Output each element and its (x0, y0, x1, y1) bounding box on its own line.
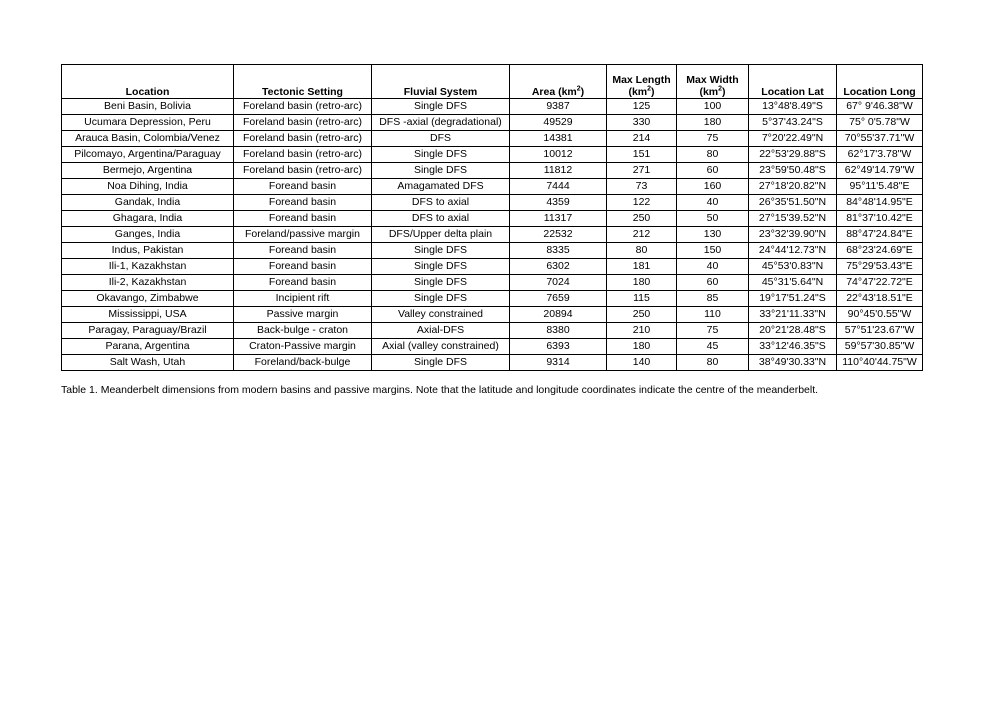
cell-max-width: 110 (677, 307, 749, 323)
cell-tectonic-setting: Incipient rift (234, 291, 372, 307)
cell-tectonic-setting: Foreland/back-bulge (234, 355, 372, 371)
cell-tectonic-setting: Foreand basin (234, 259, 372, 275)
cell-max-length: 181 (607, 259, 677, 275)
cell-location: Bermejo, Argentina (62, 163, 234, 179)
cell-location-lat: 22°53'29.88"S (749, 147, 837, 163)
cell-location-long: 57°51'23.67"W (837, 323, 923, 339)
cell-max-width: 40 (677, 195, 749, 211)
cell-location-lat: 7°20'22.49"N (749, 131, 837, 147)
header-max-length-line1: Max Length (612, 74, 671, 86)
cell-max-width: 45 (677, 339, 749, 355)
cell-location-lat: 24°44'12.73"N (749, 243, 837, 259)
cell-tectonic-setting: Foreand basin (234, 243, 372, 259)
cell-fluvial-system: Valley constrained (372, 307, 510, 323)
cell-location-lat: 20°21'28.48"S (749, 323, 837, 339)
cell-max-width: 75 (677, 131, 749, 147)
cell-max-width: 80 (677, 147, 749, 163)
cell-location-long: 81°37'10.42"E (837, 211, 923, 227)
header-max-length (607, 65, 677, 99)
header-area-close: ) (580, 86, 585, 98)
cell-max-width: 40 (677, 259, 749, 275)
cell-fluvial-system: Single DFS (372, 275, 510, 291)
cell-area: 8335 (510, 243, 607, 259)
table-row (62, 99, 923, 115)
table-row (62, 291, 923, 307)
cell-area: 14381 (510, 131, 607, 147)
cell-location: Ghagara, India (62, 211, 234, 227)
table-row (62, 115, 923, 131)
cell-area: 11812 (510, 163, 607, 179)
cell-location: Noa Dihing, India (62, 179, 234, 195)
cell-location-long: 67° 9'46.38"W (837, 99, 923, 115)
cell-location-long: 74°47'22.72"E (837, 275, 923, 291)
cell-max-length: 212 (607, 227, 677, 243)
cell-fluvial-system: Axial-DFS (372, 323, 510, 339)
cell-location-long: 84°48'14.95"E (837, 195, 923, 211)
header-max-width-line2-wrap (679, 86, 746, 98)
cell-location-long: 95°11'5.48"E (837, 179, 923, 195)
cell-area: 6393 (510, 339, 607, 355)
header-max-length-line2: (km (628, 86, 648, 98)
header-max-width-line1: Max Width (686, 74, 739, 86)
cell-location-lat: 5°37'43.24"S (749, 115, 837, 131)
cell-location: Paragay, Paraguay/Brazil (62, 323, 234, 339)
header-max-width-close: ) (722, 86, 726, 98)
cell-max-length: 180 (607, 275, 677, 291)
cell-fluvial-system: DFS to axial (372, 211, 510, 227)
cell-max-length: 214 (607, 131, 677, 147)
table-row (62, 275, 923, 291)
cell-max-length: 73 (607, 179, 677, 195)
table-row (62, 147, 923, 163)
cell-max-length: 115 (607, 291, 677, 307)
cell-max-length: 151 (607, 147, 677, 163)
cell-area: 9314 (510, 355, 607, 371)
cell-location: Indus, Pakistan (62, 243, 234, 259)
cell-max-width: 85 (677, 291, 749, 307)
table-row (62, 131, 923, 147)
cell-location-lat: 27°15'39.52"N (749, 211, 837, 227)
header-max-length-sup: 2 (647, 85, 652, 93)
cell-area: 22532 (510, 227, 607, 243)
cell-fluvial-system: DFS/Upper delta plain (372, 227, 510, 243)
cell-location-long: 88°47'24.84"E (837, 227, 923, 243)
table-row (62, 323, 923, 339)
cell-tectonic-setting: Foreland basin (retro-arc) (234, 147, 372, 163)
cell-area: 4359 (510, 195, 607, 211)
cell-area: 9387 (510, 99, 607, 115)
cell-max-length: 80 (607, 243, 677, 259)
cell-location: Ili-2, Kazakhstan (62, 275, 234, 291)
cell-location-long: 22°43'18.51"E (837, 291, 923, 307)
cell-location-lat: 19°17'51.24"S (749, 291, 837, 307)
cell-area: 49529 (510, 115, 607, 131)
table-row (62, 339, 923, 355)
cell-max-length: 140 (607, 355, 677, 371)
cell-tectonic-setting: Foreand basin (234, 195, 372, 211)
cell-location-lat: 13°48'8.49"S (749, 99, 837, 115)
cell-location-lat: 33°12'46.35"S (749, 339, 837, 355)
cell-fluvial-system: DFS to axial (372, 195, 510, 211)
cell-fluvial-system: Amagamated DFS (372, 179, 510, 195)
cell-fluvial-system: DFS -axial (degradational) (372, 115, 510, 131)
table-row (62, 307, 923, 323)
header-location-long: Location Long (837, 65, 923, 99)
cell-location: Okavango, Zimbabwe (62, 291, 234, 307)
meanderbelt-table (61, 64, 923, 371)
cell-tectonic-setting: Back-bulge - craton (234, 323, 372, 339)
header-max-width-sup: 2 (718, 85, 723, 93)
cell-location: Ucumara Depression, Peru (62, 115, 234, 131)
cell-fluvial-system: Single DFS (372, 147, 510, 163)
cell-fluvial-system: Single DFS (372, 355, 510, 371)
cell-max-width: 130 (677, 227, 749, 243)
cell-fluvial-system: Single DFS (372, 259, 510, 275)
table-header-row (62, 65, 923, 99)
cell-tectonic-setting: Foreand basin (234, 179, 372, 195)
cell-location-lat: 45°53'0.83"N (749, 259, 837, 275)
cell-tectonic-setting: Foreland/passive margin (234, 227, 372, 243)
cell-tectonic-setting: Foreand basin (234, 275, 372, 291)
table-row (62, 227, 923, 243)
cell-location: Gandak, India (62, 195, 234, 211)
header-tectonic-setting: Tectonic Setting (234, 65, 372, 99)
cell-location-lat: 23°32'39.90"N (749, 227, 837, 243)
cell-area: 7444 (510, 179, 607, 195)
cell-location: Arauca Basin, Colombia/Venez (62, 131, 234, 147)
cell-location-lat: 27°18'20.82"N (749, 179, 837, 195)
header-location-lat: Location Lat (749, 65, 837, 99)
cell-location: Ganges, India (62, 227, 234, 243)
cell-location-lat: 45°31'5.64"N (749, 275, 837, 291)
cell-tectonic-setting: Foreland basin (retro-arc) (234, 163, 372, 179)
cell-location: Beni Basin, Bolivia (62, 99, 234, 115)
cell-max-length: 180 (607, 339, 677, 355)
cell-area: 7024 (510, 275, 607, 291)
cell-location: Salt Wash, Utah (62, 355, 234, 371)
cell-max-width: 50 (677, 211, 749, 227)
table-body (62, 99, 923, 371)
cell-max-length: 125 (607, 99, 677, 115)
cell-max-width: 150 (677, 243, 749, 259)
cell-area: 7659 (510, 291, 607, 307)
cell-tectonic-setting: Craton-Passive margin (234, 339, 372, 355)
cell-max-width: 180 (677, 115, 749, 131)
cell-area: 20894 (510, 307, 607, 323)
cell-area: 6302 (510, 259, 607, 275)
cell-max-length: 271 (607, 163, 677, 179)
cell-location-long: 68°23'24.69"E (837, 243, 923, 259)
table-row (62, 211, 923, 227)
table-row (62, 243, 923, 259)
header-max-width (677, 65, 749, 99)
cell-area: 8380 (510, 323, 607, 339)
cell-max-length: 250 (607, 211, 677, 227)
cell-fluvial-system: DFS (372, 131, 510, 147)
cell-max-length: 330 (607, 115, 677, 131)
cell-max-length: 122 (607, 195, 677, 211)
cell-location-long: 90°45'0.55"W (837, 307, 923, 323)
header-location: Location (62, 65, 234, 99)
header-area (510, 65, 607, 99)
cell-tectonic-setting: Foreland basin (retro-arc) (234, 115, 372, 131)
cell-tectonic-setting: Foreand basin (234, 211, 372, 227)
cell-location-lat: 26°35'51.50"N (749, 195, 837, 211)
header-max-length-line2-wrap (609, 86, 674, 98)
cell-fluvial-system: Single DFS (372, 163, 510, 179)
table-row (62, 195, 923, 211)
cell-fluvial-system: Single DFS (372, 99, 510, 115)
cell-location-long: 110°40'44.75"W (837, 355, 923, 371)
table-caption: Table 1. Meanderbelt dimensions from modern basins and passive margins. Note that the latitude and longitude coordinates indicate the centre of the meanderbelt. (61, 384, 819, 396)
header-max-length-close: ) (651, 86, 655, 98)
cell-tectonic-setting: Passive margin (234, 307, 372, 323)
header-max-width-line2: (km (699, 86, 719, 98)
cell-location-long: 70°55'37.71"W (837, 131, 923, 147)
cell-max-width: 160 (677, 179, 749, 195)
cell-location: Mississippi, USA (62, 307, 234, 323)
cell-tectonic-setting: Foreland basin (retro-arc) (234, 131, 372, 147)
cell-max-length: 210 (607, 323, 677, 339)
cell-location: Ili-1, Kazakhstan (62, 259, 234, 275)
cell-location-long: 75° 0'5.78"W (837, 115, 923, 131)
cell-tectonic-setting: Foreland basin (retro-arc) (234, 99, 372, 115)
cell-max-width: 100 (677, 99, 749, 115)
table-row (62, 259, 923, 275)
cell-area: 11317 (510, 211, 607, 227)
table-row (62, 355, 923, 371)
cell-max-width: 75 (677, 323, 749, 339)
cell-fluvial-system: Axial (valley constrained) (372, 339, 510, 355)
header-fluvial-system: Fluvial System (372, 65, 510, 99)
cell-area: 10012 (510, 147, 607, 163)
cell-location-lat: 38°49'30.33"N (749, 355, 837, 371)
cell-max-length: 250 (607, 307, 677, 323)
table-row (62, 163, 923, 179)
cell-max-width: 60 (677, 275, 749, 291)
cell-location-long: 75°29'53.43"E (837, 259, 923, 275)
cell-fluvial-system: Single DFS (372, 243, 510, 259)
cell-location-lat: 23°59'50.48"S (749, 163, 837, 179)
table-row (62, 179, 923, 195)
header-area-text: Area (km (531, 86, 577, 98)
cell-fluvial-system: Single DFS (372, 291, 510, 307)
cell-max-width: 60 (677, 163, 749, 179)
cell-location: Pilcomayo, Argentina/Paraguay (62, 147, 234, 163)
cell-location-long: 59°57'30.85"W (837, 339, 923, 355)
cell-location-long: 62°17'3.78"W (837, 147, 923, 163)
cell-location-long: 62°49'14.79"W (837, 163, 923, 179)
cell-location: Parana, Argentina (62, 339, 234, 355)
cell-location-lat: 33°21'11.33"N (749, 307, 837, 323)
header-area-sup: 2 (576, 85, 581, 93)
cell-max-width: 80 (677, 355, 749, 371)
